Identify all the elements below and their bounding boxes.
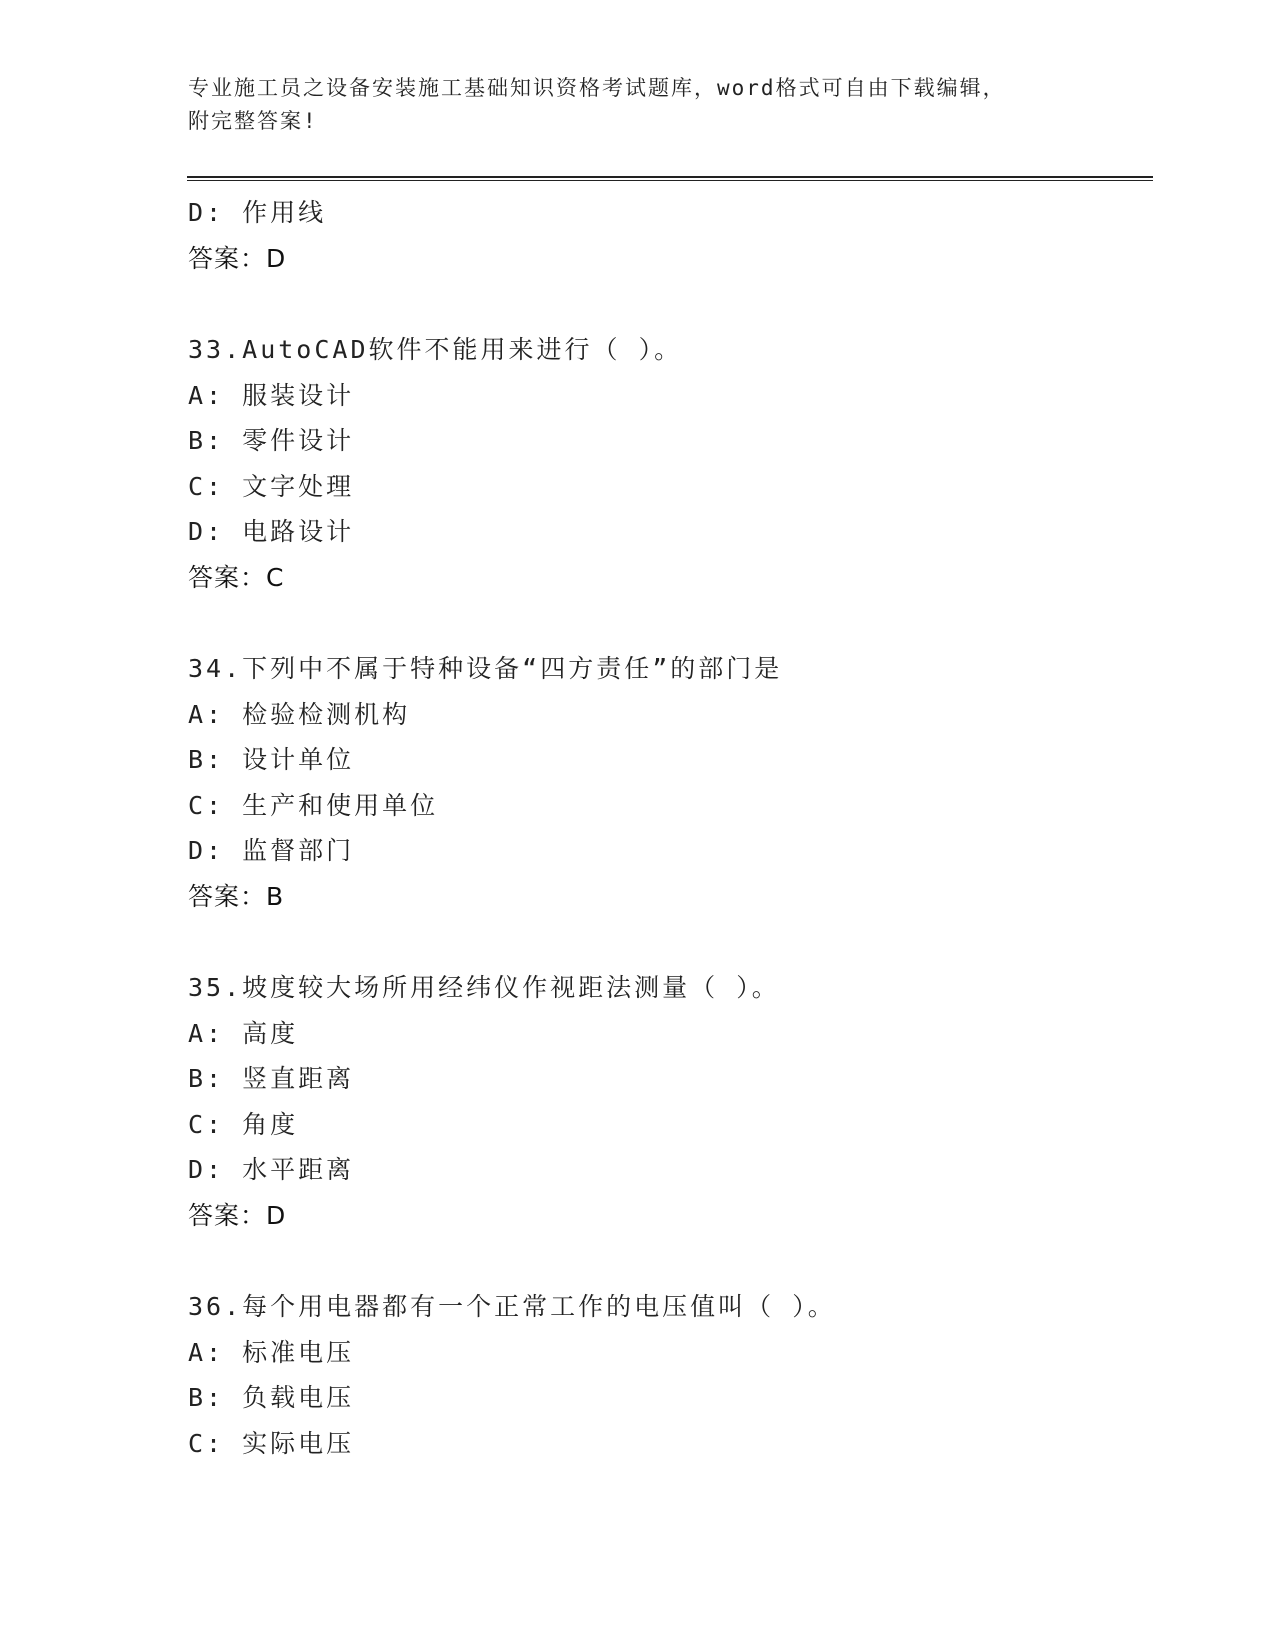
answer-line: 答案：C (188, 562, 285, 592)
option-a: A: 高度 (188, 1018, 299, 1048)
spacer (188, 919, 1148, 965)
answer-line: 答案：D (188, 243, 287, 273)
question-36 (188, 1284, 1148, 1466)
option-d: D: 作用线 (188, 198, 327, 227)
document-header (188, 72, 1088, 138)
option-d: D: 电路设计 (188, 517, 355, 546)
header-line-2: 附完整答案! (188, 109, 318, 133)
header-divider (187, 176, 1153, 181)
option-b: B: 负载电压 (188, 1383, 355, 1412)
option-a: A: 服装设计 (188, 380, 355, 410)
option-b: B: 竖直距离 (188, 1064, 355, 1093)
spacer (188, 1238, 1148, 1284)
option-c: C: 实际电压 (188, 1428, 355, 1458)
question-35 (188, 965, 1148, 1238)
option-c: C: 角度 (188, 1109, 299, 1139)
question-text: 34.下列中不属于特种设备“四方责任”的部门是 (188, 654, 783, 683)
answer-line: 答案：B (188, 881, 285, 911)
question-text: 35.坡度较大场所用经纬仪作视距法测量（ ）。 (188, 973, 780, 1002)
spacer (188, 281, 1148, 327)
question-32 (188, 190, 1148, 281)
spacer (188, 600, 1148, 646)
header-line-1: 专业施工员之设备安装施工基础知识资格考试题库，word格式可自由下载编辑， (188, 76, 1006, 100)
question-33 (188, 327, 1148, 600)
question-text: 33.AutoCAD软件不能用来进行（ ）。 (188, 335, 683, 364)
option-b: B: 零件设计 (188, 426, 355, 455)
option-c: C: 文字处理 (188, 471, 355, 501)
option-a: A: 检验检测机构 (188, 699, 411, 729)
question-text: 36.每个用电器都有一个正常工作的电压值叫（ ）。 (188, 1292, 836, 1321)
option-d: D: 监督部门 (188, 836, 355, 865)
question-34 (188, 646, 1148, 919)
answer-line: 答案：D (188, 1200, 287, 1230)
option-a: A: 标准电压 (188, 1337, 355, 1367)
option-b: B: 设计单位 (188, 745, 355, 774)
option-d: D: 水平距离 (188, 1155, 355, 1184)
option-c: C: 生产和使用单位 (188, 790, 439, 820)
question-list (188, 190, 1148, 1466)
